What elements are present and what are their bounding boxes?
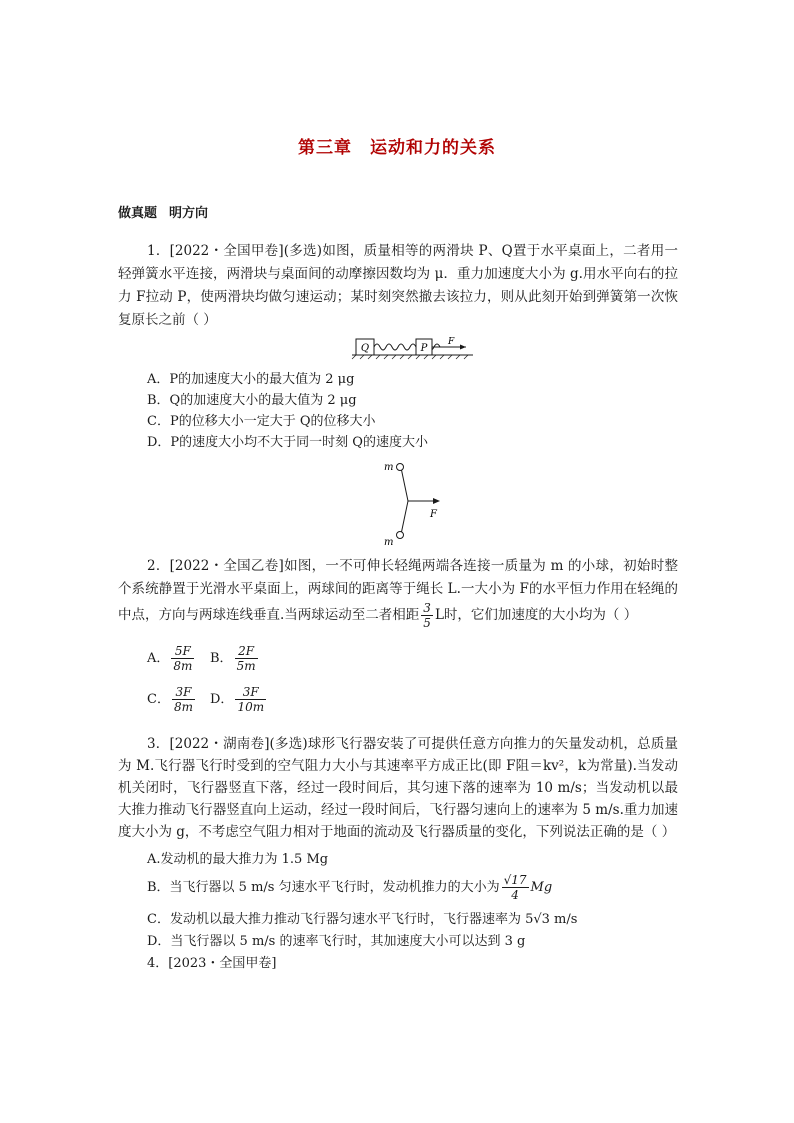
option-label: C． xyxy=(147,692,170,707)
block-p-label: P xyxy=(420,343,428,354)
frac-num: 2F xyxy=(235,644,258,659)
option-label: D． xyxy=(210,692,234,707)
q1-option-c: C．P的位移大小一定大于 Q的位移大小 xyxy=(147,414,376,429)
q2-text-a: 2．[2022・全国乙卷]如图，一不可伸长轻绳两端各连接一质量为 m 的小球，初始时整个系统静置于光滑水平桌面上，两球间的距离等于绳长 L.一大小为 F的水平恒力作用在轻绳的中点，方向与两球连线垂直.当两球运动至二者相距 xyxy=(118,558,678,623)
q3-option-b xyxy=(147,872,552,904)
q1-option-a: A．P的加速度大小的最大值为 2 μg xyxy=(147,372,355,387)
block-q-label: Q xyxy=(360,343,370,354)
force-label: F xyxy=(448,337,455,347)
q2-option-a xyxy=(147,644,196,673)
force-label-2: F xyxy=(430,509,437,520)
chapter-number: 第三章 xyxy=(298,138,352,158)
rope-balls-figure xyxy=(376,457,446,549)
frac-num: √17 xyxy=(503,873,527,887)
section-heading xyxy=(118,202,208,221)
q2-text-b: L时，它们加速度的大小均为（ ） xyxy=(434,607,638,623)
question-1-text: 1．[2022・全国甲卷](多选)如图，质量相等的两滑块 P、Q置于水平桌面上，二者用一轻弹簧水平连接，两滑块与桌面间的动摩擦因数均为 μ．重力加速度大小为 g.用水平向右的拉力 F拉动 P，使两滑块均做匀速运动；某时刻突然撤去该拉力，则从此刻开始到弹簧第一次恢复原长之前（ ） xyxy=(118,243,678,328)
section-part2: 明方向 xyxy=(169,206,209,221)
frac-num: 3F xyxy=(172,685,195,700)
spring-blocks-figure xyxy=(350,334,475,360)
question-2-text xyxy=(118,555,678,630)
frac-den: 10m xyxy=(237,700,265,714)
option-label: A． xyxy=(147,651,170,666)
option-fraction xyxy=(172,685,195,714)
option-fraction xyxy=(235,685,266,714)
chapter-name: 运动和力的关系 xyxy=(370,138,496,158)
q2-frac-den: 5 xyxy=(423,616,431,630)
ball-bottom xyxy=(397,532,404,539)
q3-b-text: B．当飞行器以 5 m/s 匀速水平飞行时，发动机推力的大小为 xyxy=(147,880,500,895)
section-part1: 做真题 xyxy=(118,206,158,221)
ball-top-label: m xyxy=(384,462,394,473)
q1-option-d: D．P的速度大小均不大于同一时刻 Q的速度大小 xyxy=(147,435,428,450)
frac-den: 8m xyxy=(173,659,193,673)
ball-bottom-label: m xyxy=(384,537,394,548)
question-3-text: 3．[2022・湖南卷](多选)球形飞行器安装了可提供任意方向推力的矢量发动机，总质量为 M.飞行器飞行时受到的空气阻力大小与其速率平方成正比(即 F阻＝kv²，k为常量).当发动机关闭时，飞行器竖直下落，经过一段时间后，其匀速下落的速率为 10 m/s；当发动机以最大推力推动飞行器竖直向上运动，经过一段时间后，飞行器匀速向上的速率为 5 m/s.重力加速度大小为 g，不考虑空气阻力相对于地面的流动及飞行器质量的变化，下列说法正确的是（ ） xyxy=(118,736,678,840)
frac-num: 3F xyxy=(235,685,266,700)
question-4-head: 4．[2023・全国甲卷] xyxy=(147,956,277,971)
q2-frac-num: 3 xyxy=(423,601,431,615)
rope-lower xyxy=(402,501,409,532)
q2-fraction xyxy=(421,601,433,630)
frac-num: 5F xyxy=(171,644,194,659)
q3-option-c: C．发动机以最大推力推动飞行器匀速水平飞行时，飞行器速率为 5√3 m/s xyxy=(147,912,578,927)
frac-den: 8m xyxy=(173,700,193,714)
q3-b-fraction xyxy=(502,873,529,902)
chapter-title xyxy=(0,133,794,158)
option-fraction xyxy=(235,644,258,673)
option-fraction xyxy=(171,644,194,673)
q2-option-b xyxy=(210,644,260,673)
q1-option-b: B．Q的加速度大小的最大值为 2 μg xyxy=(147,393,357,408)
ball-top xyxy=(397,464,404,471)
q3-option-d: D．当飞行器以 5 m/s 的速率飞行时，其加速度大小可以达到 3 g xyxy=(147,934,526,949)
frac-den: 5m xyxy=(236,659,256,673)
q3-option-a: A.发动机的最大推力为 1.5 Mg xyxy=(147,852,329,867)
option-label: B． xyxy=(210,651,233,666)
q2-option-c xyxy=(147,685,197,714)
rope-upper xyxy=(402,470,409,501)
q2-option-d xyxy=(210,685,268,714)
q3-b-unit: Mg xyxy=(530,880,553,895)
frac-den: 4 xyxy=(511,888,519,902)
